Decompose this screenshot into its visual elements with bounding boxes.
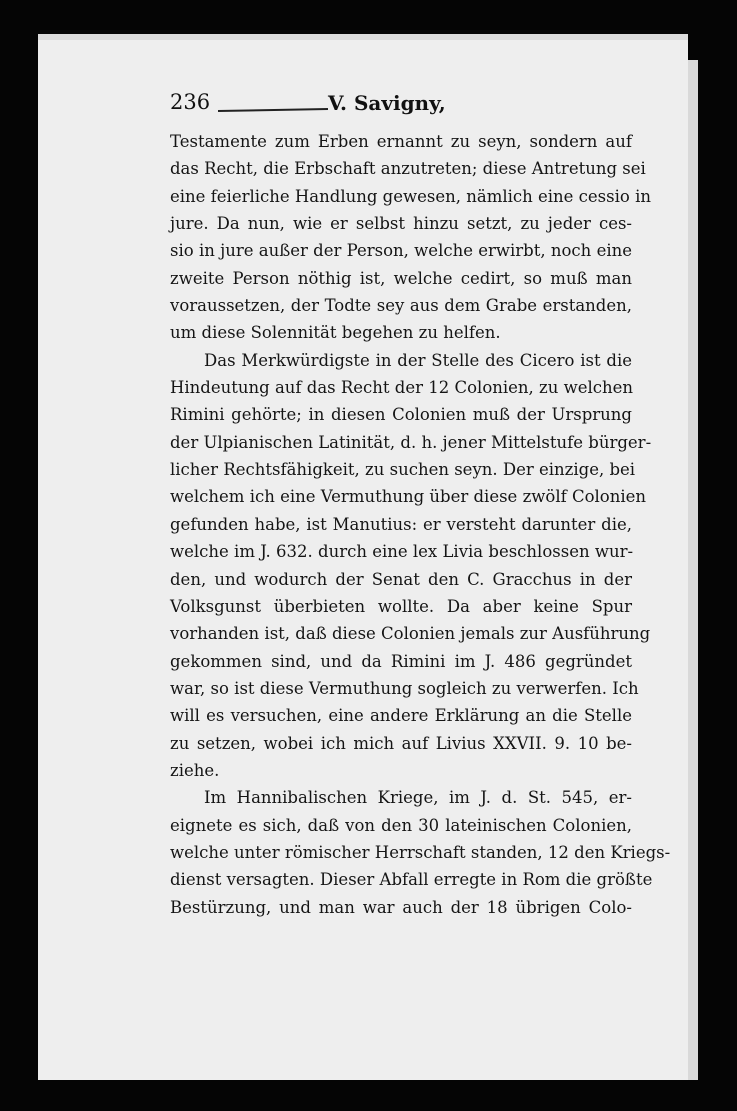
- text-line: zweite Person nöthig ist, welche cedirt, so muß man: [170, 268, 632, 288]
- page-top-shadow: [38, 34, 688, 40]
- text-line: Volksgunst überbieten wollte. Da aber keine Spur: [170, 596, 632, 616]
- text-line: Das Merkwürdigste in der Stelle des Cicero ist die: [204, 350, 632, 370]
- running-head: V. Savigny,: [328, 91, 446, 115]
- text-line: Rimini gehörte; in diesen Colonien muß der Ursprung: [170, 405, 632, 425]
- text-line: ziehe.: [170, 760, 220, 780]
- text-line: will es versuchen, eine andere Erklärung an die Stelle: [170, 706, 632, 726]
- page-number: 236: [170, 90, 211, 114]
- text-line: dienst versagten. Dieser Abfall erregte in Rom die größte: [170, 870, 653, 890]
- text-line: zu setzen, wobei ich mich auf Livius XXVII. 9. 10 be-: [170, 733, 632, 753]
- text-line: voraussetzen, der Todte sey aus dem Grabe erstanden,: [170, 296, 632, 316]
- text-line: welche unter römischer Herrschaft standen, 12 den Kriegs-: [170, 842, 671, 862]
- page-edge: [688, 60, 698, 1080]
- text-line: Hindeutung auf das Recht der 12 Colonien, zu welchen: [170, 378, 634, 398]
- text-line: vorhanden ist, daß diese Colonien jemals zur Ausführung: [170, 624, 651, 644]
- text-line: das Recht, die Erbschaft anzutreten; diese Antretung sei: [170, 159, 646, 179]
- text-line: eignete es sich, daß von den 30 lateinischen Colonien,: [170, 815, 632, 835]
- text-line: um diese Solennität begehen zu helfen.: [170, 323, 501, 343]
- text-line: den, und wodurch der Senat den C. Gracchus in der: [170, 569, 632, 589]
- text-line: Im Hannibalischen Kriege, im J. d. St. 545, er-: [204, 788, 632, 808]
- text-line: war, so ist diese Vermuthung sogleich zu verwerfen. Ich: [170, 678, 639, 698]
- text-line: Testamente zum Erben ernannt zu seyn, sondern auf: [170, 132, 632, 151]
- text-line: eine feierliche Handlung gewesen, nämlich eine cessio in: [170, 186, 651, 206]
- text-line: gefunden habe, ist Manutius: er versteht darunter die,: [170, 514, 632, 534]
- text-line: der Ulpianischen Latinität, d. h. jener Mittelstufe bürger-: [170, 432, 652, 452]
- text-line: welche im J. 632. durch eine lex Livia beschlossen wur-: [170, 542, 634, 562]
- text-line: gekommen sind, und da Rimini im J. 486 gegründet: [170, 651, 632, 671]
- text-line: welchem ich eine Vermuthung über diese zwölf Colonien: [170, 487, 647, 507]
- page-header: [170, 90, 470, 120]
- text-line: sio in jure außer der Person, welche erwirbt, noch eine: [170, 241, 632, 261]
- text-line: jure. Da nun, wie er selbst hinzu setzt, zu jeder ces-: [170, 214, 632, 234]
- body-text: [170, 128, 671, 921]
- header-rule: [218, 108, 328, 112]
- text-line: licher Rechtsfähigkeit, zu suchen seyn. Der einzige, bei: [170, 460, 636, 480]
- text-line: Bestürzung, und man war auch der 18 übrigen Colo-: [170, 897, 632, 917]
